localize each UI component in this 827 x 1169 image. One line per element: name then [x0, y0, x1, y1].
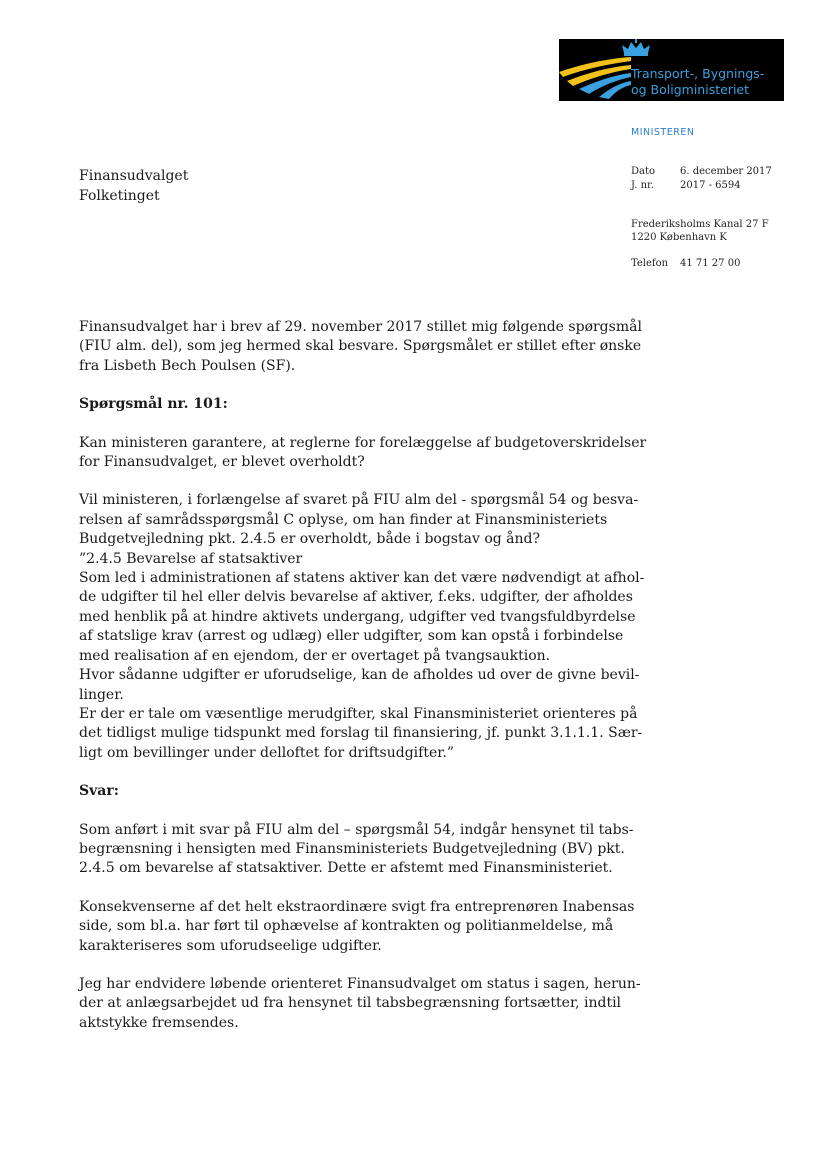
answer-line: aktstykke fremsendes.	[79, 1014, 239, 1031]
question-line: af statslige krav (arrest og udlæg) eller udgifter, som kan opstå i forbindelse	[79, 628, 624, 645]
question-line: ligt om bevillinger under delloftet for driftsudgifter.”	[79, 744, 454, 761]
dato-value: 6. december 2017	[680, 166, 772, 177]
question-paragraph-1	[79, 434, 647, 473]
question-line: for Finansudvalget, er blevet overholdt?	[79, 454, 365, 471]
answer-line: der at anlægsarbejdet ud fra hensynet til tabsbegrænsning fortsætter, indtil	[79, 995, 622, 1012]
recipient-line-2: Folketinget	[79, 188, 160, 204]
question-line: relsen af samrådsspørgsmål C oplyse, om han finder at Finansministeriets	[79, 511, 608, 528]
answer-line: side, som bl.a. har ført til ophævelse af kontrakten og politianmeldelse, må	[79, 918, 614, 935]
jnr-label: J. nr.	[631, 180, 654, 191]
telefon-value: 41 71 27 00	[680, 258, 741, 269]
dato-label: Dato	[631, 166, 656, 177]
question-line: med realisation af en ejendom, der er overtaget på tvangsauktion.	[79, 647, 551, 664]
intro-paragraph	[79, 318, 642, 376]
answer-paragraph-2	[79, 898, 635, 956]
answer-line: 2.4.5 om bevarelse af statsaktiver. Dette er afstemt med Finansministeriet.	[79, 860, 613, 877]
logo-line-2: og Boligministeriet	[631, 82, 750, 97]
logo-line-1: Transport-, Bygnings-	[631, 66, 765, 81]
question-line: det tidligst mulige tidspunkt med forslag til finansiering, jf. punkt 3.1.1.1. Sær-	[79, 725, 643, 742]
answer-line: Jeg har endvidere løbende orienteret Finansudvalget om status i sagen, herun-	[79, 975, 641, 992]
answer-heading: Svar:	[79, 783, 119, 800]
telefon-label: Telefon	[631, 258, 669, 269]
ministry-logo	[559, 39, 784, 101]
answer-line: Konsekvenserne af det helt ekstraordinære svigt fra entreprenøren Inabensas	[79, 898, 635, 915]
jnr-value: 2017 - 6594	[680, 180, 741, 191]
question-heading: Spørgsmål nr. 101:	[79, 396, 228, 413]
unit-label: MINISTEREN	[631, 127, 695, 138]
question-line: Som led i administrationen af statens aktiver kan det være nødvendigt at afhol-	[79, 570, 645, 587]
address-block	[631, 218, 769, 244]
question-line: med henblik på at hindre aktivets undergang, udgifter ved tvangsfuldbyrdelse	[79, 608, 636, 625]
question-line: de udgifter til hel eller delvis bevarelse af aktiver, f.eks. udgifter, der afholdes	[79, 589, 633, 606]
recipient-line-1: Finansudvalget	[79, 168, 189, 184]
intro-line: Finansudvalget har i brev af 29. november 2017 stillet mig følgende spørgsmål	[79, 319, 642, 335]
answer-line: Som anført i mit svar på FIU alm del – spørgsmål 54, indgår hensynet til tabs-	[79, 821, 634, 838]
question-line: Er der er tale om væsentlige merudgifter, skal Finansministeriet orienteres på	[79, 705, 638, 722]
intro-line: (FIU alm. del), som jeg hermed skal besvare. Spørgsmålet er stillet efter ønske	[79, 338, 642, 355]
answer-line: begrænsning i hensigten med Finansministeriets Budgetvejledning (BV) pkt.	[79, 840, 625, 857]
crown-icon	[622, 39, 650, 56]
question-line: ”2.4.5 Bevarelse af statsaktiver	[79, 550, 303, 567]
question-line: Kan ministeren garantere, at reglerne for forelæggelse af budgetoverskridelser	[79, 434, 647, 451]
address-line-1: Frederiksholms Kanal 27 F	[631, 219, 769, 230]
recipient-block	[79, 166, 188, 206]
question-line: Vil ministeren, i forlængelse af svaret på FIU alm del - spørgsmål 54 og besva-	[79, 492, 639, 509]
question-line: Budgetvejledning pkt. 2.4.5 er overholdt, både i bogstav og ånd?	[79, 531, 540, 548]
logo-text	[631, 66, 764, 98]
intro-line: fra Lisbeth Bech Poulsen (SF).	[79, 357, 296, 374]
question-line: Hvor sådanne udgifter er uforudselige, kan de afholdes ud over de givne bevil-	[79, 667, 640, 684]
letter-body	[79, 318, 647, 1052]
answer-paragraph-1	[79, 821, 634, 879]
question-line: linger.	[79, 686, 124, 703]
answer-line: karakteriseres som uforudseelige udgifter.	[79, 937, 382, 954]
answer-paragraph-3	[79, 975, 641, 1033]
question-paragraph-2	[79, 491, 645, 763]
address-line-2: 1220 København K	[631, 232, 727, 243]
